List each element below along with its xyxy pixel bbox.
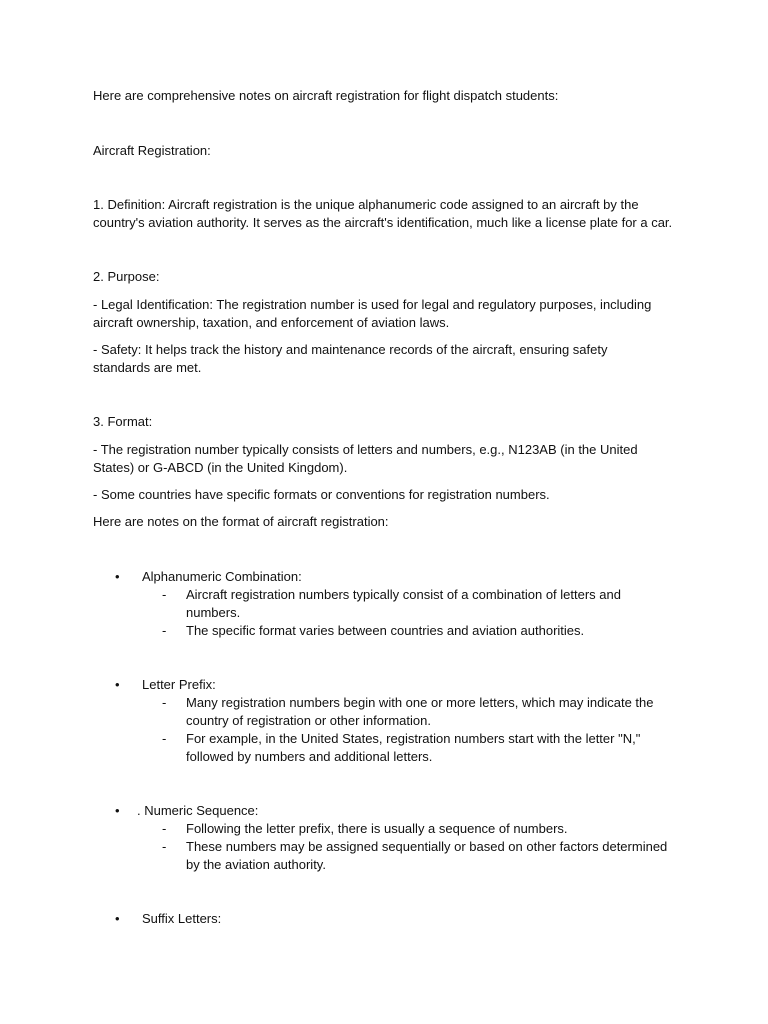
prefix-sub-2-line-1: For example, in the United States, registration numbers start with the letter "N,"	[186, 731, 641, 746]
prefix-sub-1-line-2: country of registration or other information.	[186, 713, 431, 728]
bullet-glyph: •	[115, 803, 120, 818]
format-item-1-line-2: States) or G-ABCD (in the United Kingdom).	[93, 460, 348, 475]
dash-glyph: -	[162, 731, 167, 746]
bullet-numeric-label: . Numeric Sequence:	[137, 803, 259, 818]
bullet-suffix-label: Suffix Letters:	[142, 911, 222, 926]
bullet-glyph: •	[115, 911, 120, 926]
bullet-glyph: •	[115, 677, 120, 692]
definition-line-1: 1. Definition: Aircraft registration is the unique alphanumeric code assigned to an aircraft by the	[93, 197, 639, 212]
dash-glyph: -	[162, 623, 167, 638]
alphanumeric-sub-1-line-2: numbers.	[186, 605, 241, 620]
format-item-1-line-1: - The registration number typically consists of letters and numbers, e.g., N123AB (in the United	[93, 442, 638, 457]
numeric-sub-2-line-1: These numbers may be assigned sequentially or based on other factors determined	[186, 839, 668, 854]
alphanumeric-sub-2: The specific format varies between countries and aviation authorities.	[186, 623, 585, 638]
dash-glyph: -	[162, 587, 167, 602]
bullet-alphanumeric-label: Alphanumeric Combination:	[142, 569, 302, 584]
bullet-prefix-label: Letter Prefix:	[142, 677, 216, 692]
purpose-legal-line-1: - Legal Identification: The registration number is used for legal and regulatory purposes, including	[93, 297, 652, 312]
format-item-2: - Some countries have specific formats or conventions for registration numbers.	[93, 487, 550, 502]
bullet-glyph: •	[115, 569, 120, 584]
prefix-sub-2-line-2: followed by numbers and additional letters.	[186, 749, 433, 764]
prefix-sub-1-line-1: Many registration numbers begin with one or more letters, which may indicate the	[186, 695, 654, 710]
numeric-sub-2-line-2: by the aviation authority.	[186, 857, 326, 872]
format-title: 3. Format:	[93, 414, 153, 429]
purpose-legal-line-2: aircraft ownership, taxation, and enforcement of aviation laws.	[93, 315, 450, 330]
alphanumeric-sub-1-line-1: Aircraft registration numbers typically consist of a combination of letters and	[186, 587, 621, 602]
format-notes-intro: Here are notes on the format of aircraft registration:	[93, 514, 389, 529]
definition-line-2: country's aviation authority. It serves as the aircraft's identification, much like a license plate for a car.	[93, 215, 673, 230]
intro-text: Here are comprehensive notes on aircraft registration for flight dispatch students:	[93, 88, 559, 103]
numeric-sub-1: Following the letter prefix, there is usually a sequence of numbers.	[186, 821, 568, 836]
dash-glyph: -	[162, 839, 167, 854]
purpose-safety-line-1: - Safety: It helps track the history and maintenance records of the aircraft, ensuring safety	[93, 342, 608, 357]
section-heading: Aircraft Registration:	[93, 143, 211, 158]
purpose-safety-line-2: standards are met.	[93, 360, 202, 375]
dash-glyph: -	[162, 821, 167, 836]
dash-glyph: -	[162, 695, 167, 710]
purpose-title: 2. Purpose:	[93, 269, 160, 284]
